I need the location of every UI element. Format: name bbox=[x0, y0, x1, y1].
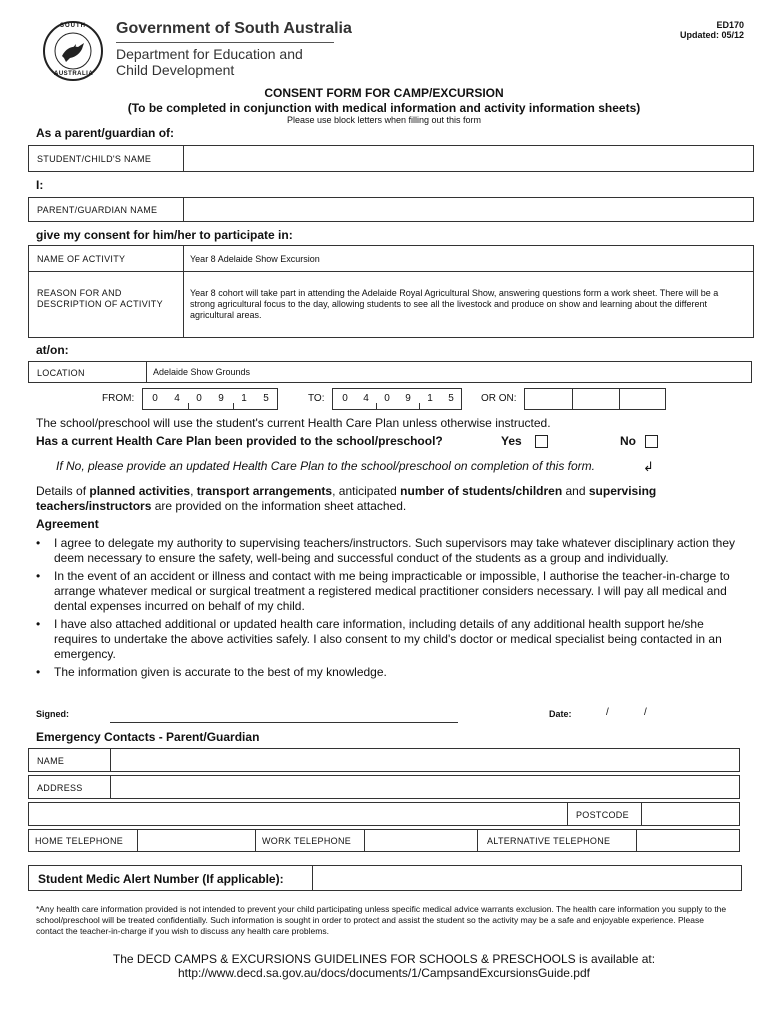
emergency-name-field[interactable] bbox=[111, 749, 739, 771]
emergency-name-row bbox=[28, 748, 740, 772]
home-telephone-label: HOME TELEPHONE bbox=[35, 836, 124, 846]
from-label: FROM: bbox=[102, 393, 135, 404]
form-title: CONSENT FORM FOR CAMP/EXCURSION bbox=[264, 86, 504, 100]
department-line-1: Department for Education and bbox=[116, 46, 303, 62]
home-telephone-field[interactable] bbox=[138, 830, 255, 851]
updated-date: Updated: 05/12 bbox=[679, 30, 744, 40]
emergency-address-line2-field[interactable] bbox=[29, 803, 567, 825]
student-name-row bbox=[28, 145, 754, 172]
emergency-heading: Emergency Contacts - Parent/Guardian bbox=[36, 730, 260, 744]
government-logo bbox=[42, 20, 104, 82]
student-name-label: STUDENT/CHILD'S NAME bbox=[37, 154, 152, 164]
date-slash: / bbox=[644, 707, 647, 718]
to-digit: 1 bbox=[427, 393, 433, 404]
emergency-name-label: NAME bbox=[37, 756, 65, 766]
header-rule bbox=[116, 42, 334, 43]
emergency-address-row bbox=[28, 775, 740, 799]
no-checkbox[interactable] bbox=[645, 435, 658, 448]
to-date-boxes[interactable] bbox=[332, 388, 462, 410]
parent-heading: I: bbox=[36, 178, 44, 192]
medic-alert-field[interactable] bbox=[313, 866, 741, 890]
to-digit: 9 bbox=[405, 393, 411, 404]
to-digit: 5 bbox=[448, 393, 454, 404]
from-digit: 0 bbox=[152, 393, 158, 404]
medic-alert-label: Student Medic Alert Number (If applicable): bbox=[38, 872, 284, 886]
reason-description-field[interactable]: Year 8 cohort will take part in attending the Adelaide Royal Agricultural Show, answering questions form a work sheet. There will be a strong agricultural focus to the day, allowing students to see all the livestock and produce on show and learning about the different agricultural areas. bbox=[190, 288, 719, 320]
no-label: No bbox=[620, 434, 636, 448]
logo-text-bottom: AUSTRALIA bbox=[54, 71, 94, 77]
if-no-instruction: If No, please provide an updated Health Care Plan to the school/preschool on completion of this form. bbox=[56, 459, 595, 473]
activity-name-field[interactable]: Year 8 Adelaide Show Excursion bbox=[190, 254, 320, 264]
reason-label-1: REASON FOR AND bbox=[37, 288, 122, 298]
location-heading: at/on: bbox=[36, 343, 69, 357]
parent-name-row bbox=[28, 197, 754, 222]
location-label: LOCATION bbox=[37, 368, 85, 378]
parent-name-field[interactable] bbox=[184, 198, 753, 221]
activity-heading: give my consent for him/her to participate in: bbox=[36, 228, 293, 242]
to-digit: 4 bbox=[363, 393, 369, 404]
form-code: ED170 bbox=[716, 20, 744, 30]
agreement-heading: Agreement bbox=[36, 517, 99, 531]
from-digit: 9 bbox=[218, 393, 224, 404]
work-telephone-field[interactable] bbox=[365, 830, 477, 851]
details-paragraph: Details of planned activities, transport arrangements, anticipated number of students/children and supervising teachers/instructors are provided on the information sheet attached. bbox=[36, 484, 657, 513]
reason-label-2: DESCRIPTION OF ACTIVITY bbox=[37, 299, 163, 309]
emergency-address-line2-row bbox=[28, 802, 740, 826]
health-plan-question: Has a current Health Care Plan been provided to the school/preschool? bbox=[36, 434, 443, 448]
medic-alert-row bbox=[28, 865, 742, 891]
parent-name-label: PARENT/GUARDIAN NAME bbox=[37, 205, 158, 215]
location-field[interactable]: Adelaide Show Grounds bbox=[153, 367, 251, 377]
postcode-field[interactable] bbox=[642, 803, 739, 825]
agreement-item: • I agree to delegate my authority to supervising teachers/instructors. Such supervisors may take whatever disciplinary action they deem necessary to ensure the safety, well-being and successful conduct of the students as a group and individually. bbox=[36, 536, 735, 565]
from-date-boxes[interactable] bbox=[142, 388, 278, 410]
from-digit: 4 bbox=[174, 393, 180, 404]
postcode-label: POSTCODE bbox=[576, 810, 629, 820]
to-digit: 0 bbox=[384, 393, 390, 404]
emergency-phone-row bbox=[28, 829, 740, 852]
yes-checkbox[interactable] bbox=[535, 435, 548, 448]
yes-label: Yes bbox=[501, 434, 522, 448]
form-subtitle: (To be completed in conjunction with medical information and activity information sheets) bbox=[127, 101, 641, 115]
or-on-label: OR ON: bbox=[481, 393, 517, 404]
from-digit: 1 bbox=[241, 393, 247, 404]
department-line-2: Child Development bbox=[116, 62, 235, 78]
guidelines-line: The DECD CAMPS & EXCURSIONS GUIDELINES FOR SCHOOLS & PRESCHOOLS is available at: bbox=[112, 952, 656, 966]
signature-line[interactable] bbox=[110, 722, 458, 723]
emergency-address-label: ADDRESS bbox=[37, 783, 83, 793]
or-on-date-boxes[interactable] bbox=[524, 388, 666, 410]
government-name: Government of South Australia bbox=[116, 20, 352, 37]
agreement-item: • The information given is accurate to the best of my knowledge. bbox=[36, 665, 387, 679]
guidelines-url[interactable]: http://www.decd.sa.gov.au/docs/documents/1/CampsandExcursionsGuide.pdf bbox=[177, 966, 590, 980]
to-label: TO: bbox=[308, 393, 325, 404]
to-digit: 0 bbox=[342, 393, 348, 404]
form-instruction: Please use block letters when filling out this form bbox=[286, 115, 482, 125]
health-plan-notice: The school/preschool will use the student's current Health Care Plan unless otherwise instructed. bbox=[36, 416, 551, 430]
alternative-telephone-field[interactable] bbox=[637, 830, 739, 851]
from-digit: 0 bbox=[196, 393, 202, 404]
agreement-item: • In the event of an accident or illness and contact with me being impracticable or impossible, I authorise the teacher-in-charge to arrange whatever medical or surgical treatment a registered medical practitioner considers necessary. I will pay all medical and dental expenses incurred on behalf of my child. bbox=[36, 569, 730, 613]
date-label: Date: bbox=[549, 709, 572, 719]
student-heading: As a parent/guardian of: bbox=[36, 126, 175, 140]
student-name-field[interactable] bbox=[184, 146, 753, 171]
from-digit: 5 bbox=[263, 393, 269, 404]
agreement-item: • I have also attached additional or updated health care information, including details of any additional health support he/she requires to undertake the above activities safely. I also consent to my child's doctor or medical specialist being contacted in an emergency. bbox=[36, 617, 722, 661]
footnote: *Any health care information provided is not intended to prevent your child participating unless specific medical advice warrants exclusion. The health care information you supply to the school/preschool will be treated confidentially. Such information is sought in order to protect and assist the student so the activity may be a safe and enjoyable experience. Please contact the teacher-in-charge if you wish to discuss any health care problems. bbox=[36, 904, 727, 936]
activity-table bbox=[28, 245, 754, 338]
return-symbol: ↲ bbox=[643, 459, 654, 474]
signed-label: Signed: bbox=[36, 709, 69, 719]
logo-text-top: SOUTH bbox=[60, 23, 86, 29]
date-slash: / bbox=[606, 707, 609, 718]
location-row bbox=[28, 361, 752, 383]
work-telephone-label: WORK TELEPHONE bbox=[262, 836, 352, 846]
activity-name-label: NAME OF ACTIVITY bbox=[37, 254, 126, 264]
alternative-telephone-label: ALTERNATIVE TELEPHONE bbox=[487, 836, 611, 846]
emergency-address-field[interactable] bbox=[111, 776, 739, 798]
agreement-list bbox=[36, 536, 736, 683]
